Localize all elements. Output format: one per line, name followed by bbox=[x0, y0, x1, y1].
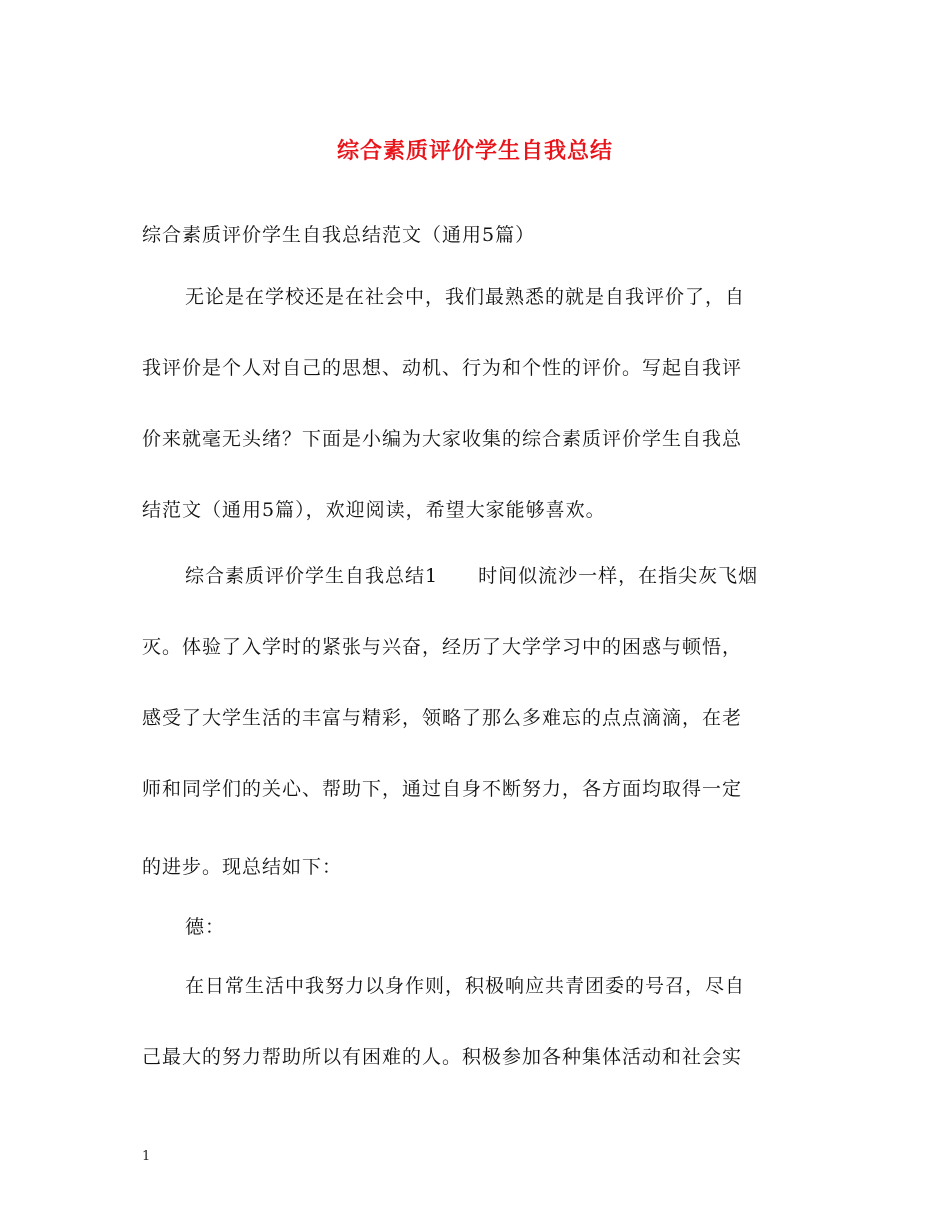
section1-first-line bbox=[185, 561, 865, 591]
document-subtitle: 综合素质评价学生自我总结范文（通用5篇） bbox=[142, 224, 536, 246]
intro-line: 我评价是个人对自己的思想、动机、行为和个性的评价。写起自我评 bbox=[142, 357, 743, 379]
document-title: 综合素质评价学生自我总结 bbox=[336, 138, 613, 164]
virtue-heading: 德： bbox=[185, 916, 226, 938]
section1-line: 的进步。现总结如下： bbox=[142, 856, 343, 878]
virtue-line: 在日常生活中我努力以身作则，积极响应共青团委的号召，尽自 bbox=[185, 975, 746, 997]
section1-line: 感受了大学生活的丰富与精彩，领略了那么多难忘的点点滴滴，在老 bbox=[142, 707, 743, 729]
section1-line: 师和同学们的关心、帮助下，通过自身不断努力，各方面均取得一定 bbox=[142, 778, 743, 800]
virtue-line: 己最大的努力帮助所以有困难的人。积极参加各种集体活动和社会实 bbox=[142, 1046, 743, 1068]
section1-text: 时间似流沙一样，在指尖灰飞烟 bbox=[478, 565, 759, 587]
page-number: 1 bbox=[142, 1149, 151, 1164]
section1-line: 灭。体验了入学时的紧张与兴奋，经历了大学学习中的困惑与顿悟， bbox=[142, 636, 743, 658]
intro-line: 价来就毫无头绪？下面是小编为大家收集的综合素质评价学生自我总 bbox=[142, 428, 743, 450]
intro-line: 结范文（通用5篇），欢迎阅读，希望大家能够喜欢。 bbox=[142, 499, 606, 521]
section1-heading: 综合素质评价学生自我总结1 bbox=[185, 565, 439, 587]
intro-line: 无论是在学校还是在社会中，我们最熟悉的就是自我评价了，自 bbox=[185, 286, 746, 308]
